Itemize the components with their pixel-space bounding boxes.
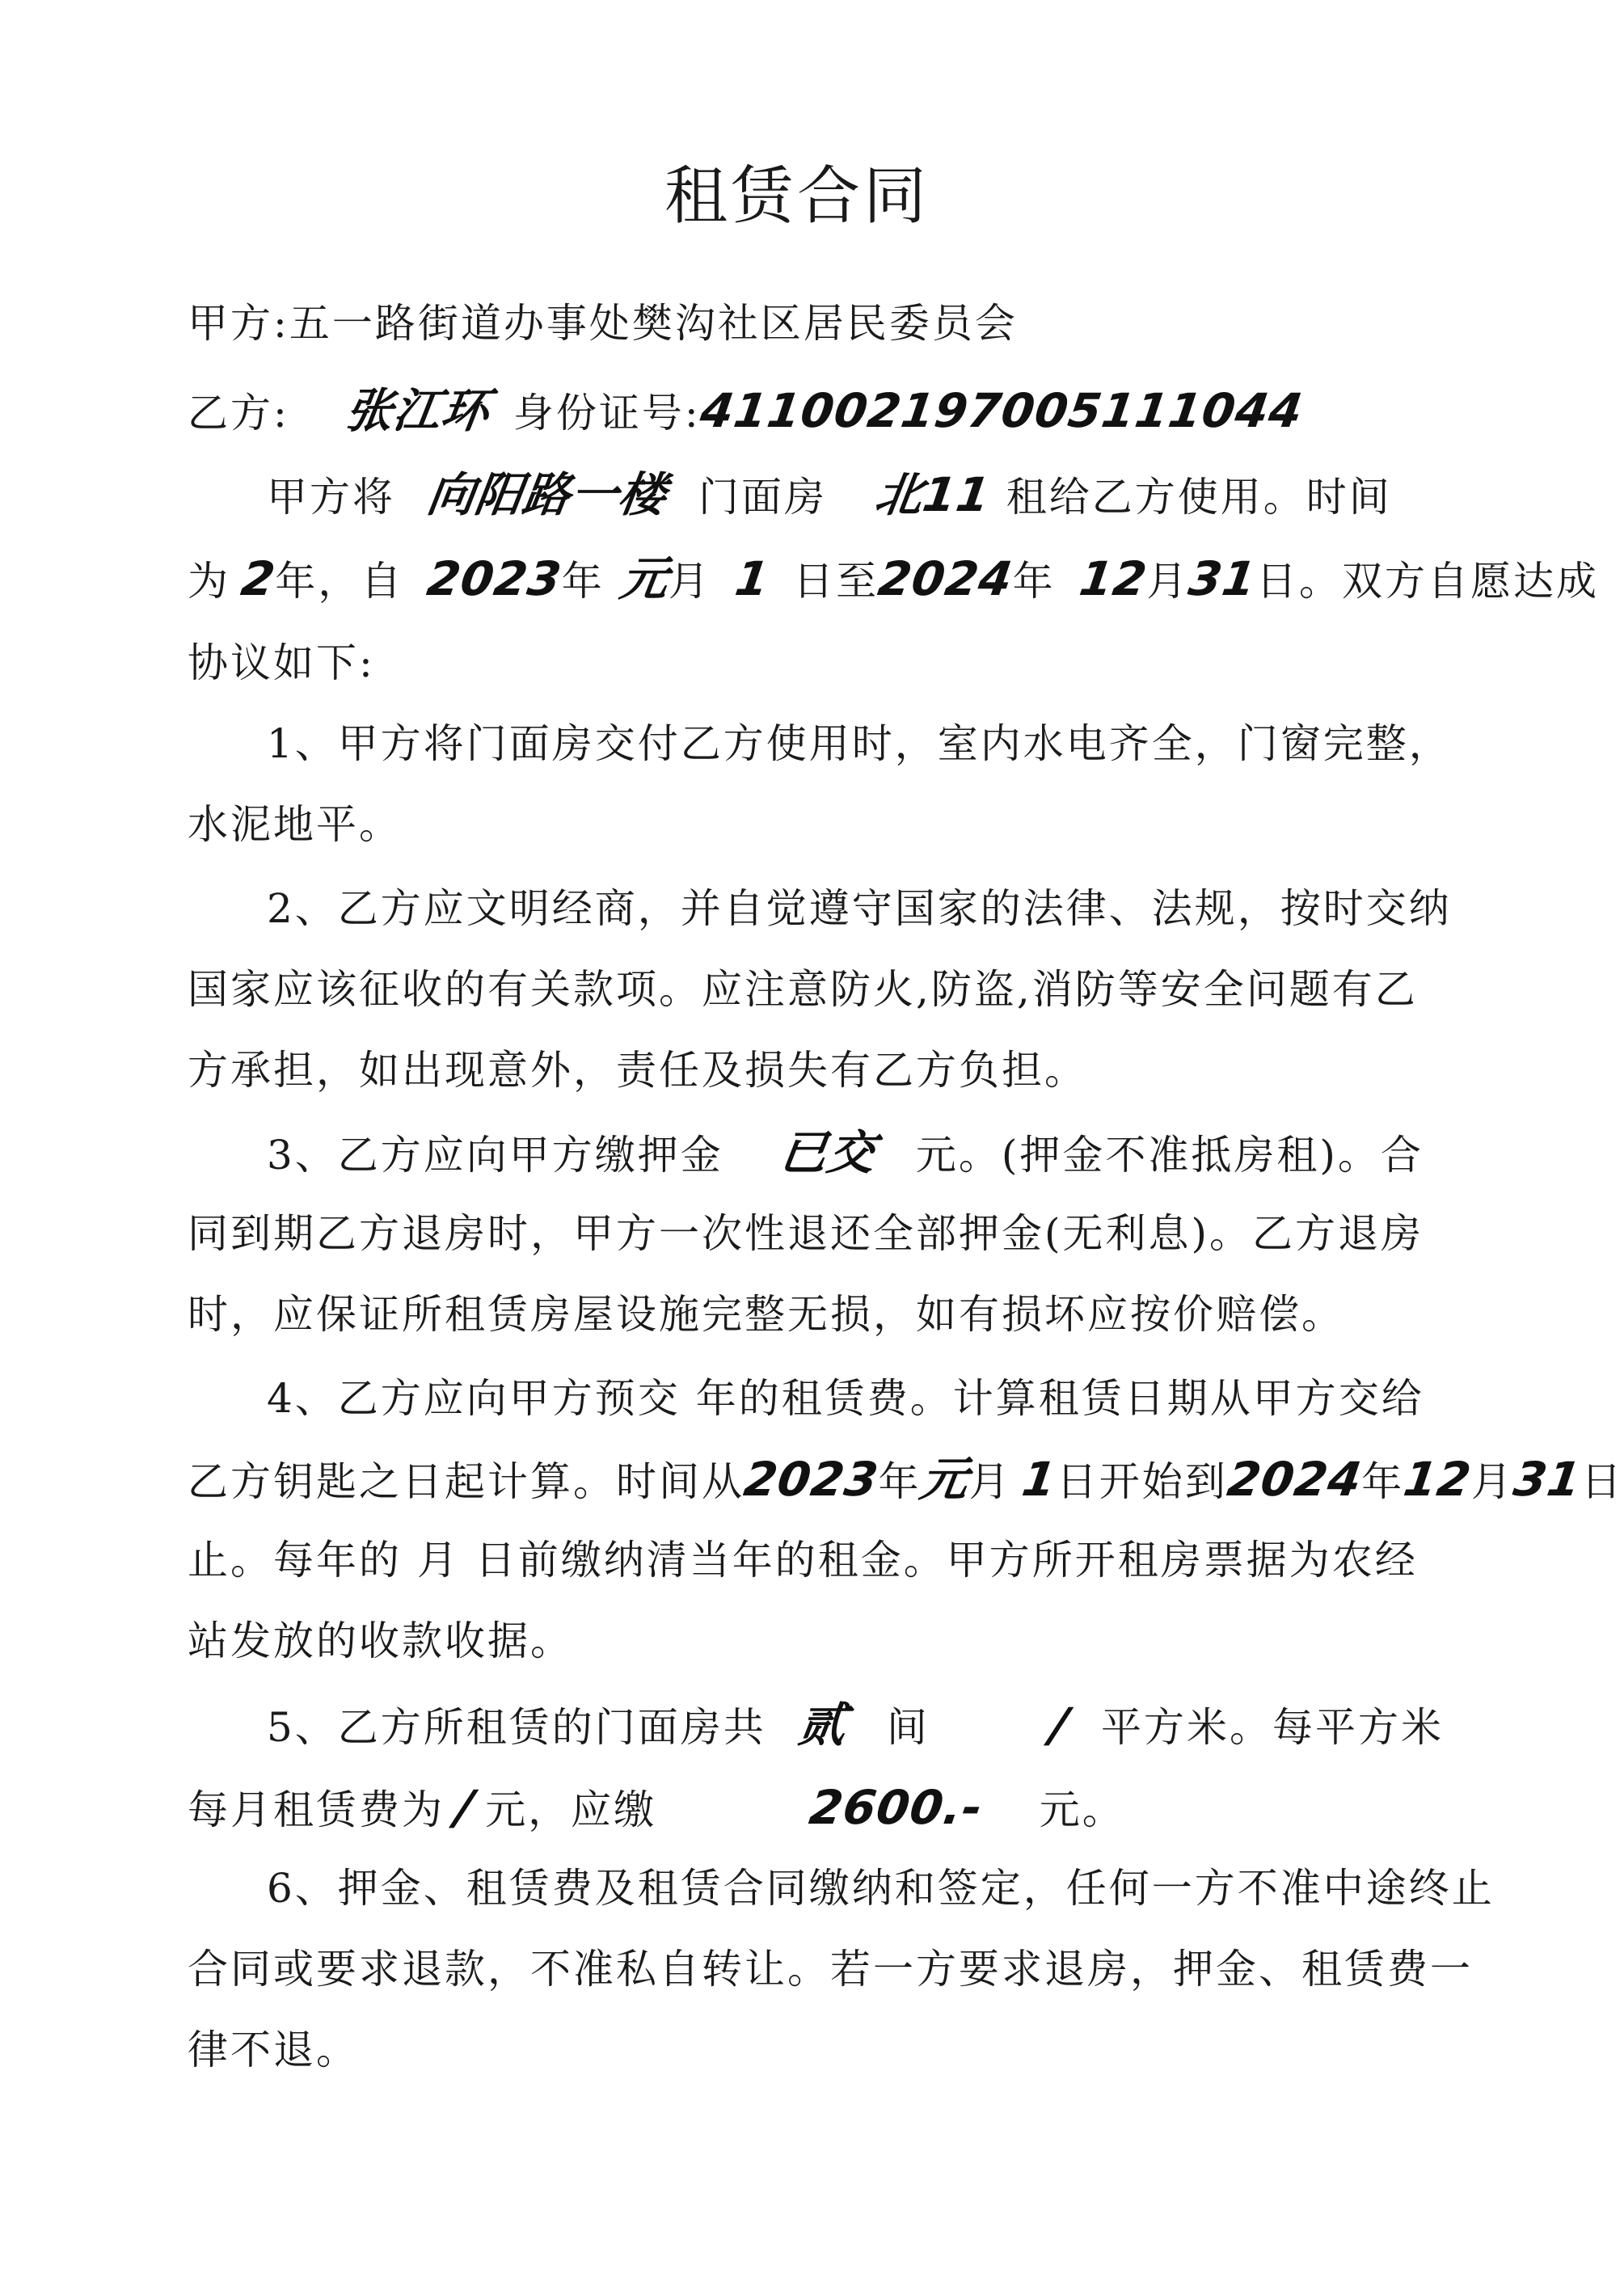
clause-2-line-3: 方承担，如出现意外，责任及损失有乙方负担。 [188, 1047, 1087, 1094]
party-a-line [188, 299, 1432, 348]
total-rent: 2600.- [806, 1780, 987, 1835]
clause-4-text: 月 [968, 1458, 1012, 1505]
clause-3-line-3: 时，应保证所租赁房屋设施完整无损，如有损坏应按价赔偿。 [188, 1291, 1344, 1338]
deposit-value: 已交 [776, 1125, 879, 1180]
clause-5-line-2 [188, 1780, 1432, 1835]
intro-text: 协议如下: [188, 639, 375, 686]
period-start-month: 元 [917, 1452, 973, 1507]
unit-number: 北11 [871, 467, 994, 522]
end-day: 31 [1185, 551, 1260, 606]
clause-6-line-1: 6、押金、租赁费及租赁合同缴纳和签定，任何一方不准中途终止 [267, 1865, 1495, 1912]
clause-4-text: 年 [878, 1458, 922, 1505]
party-b-line [188, 383, 1432, 438]
clause-4-line-2 [188, 1452, 1624, 1507]
clause-4-text: 日 [1580, 1458, 1624, 1505]
clause-6-line-2: 合同或要求退款，不准私自转让。若一方要求退房，押金、租赁费一 [188, 1946, 1473, 1993]
clause-3-line-1 [267, 1125, 1512, 1180]
period-start-day: 1 [1019, 1452, 1061, 1507]
clause-5-text: 间 [886, 1704, 930, 1751]
party-a-label: 甲方: [188, 300, 289, 347]
end-year: 2024 [875, 551, 1017, 606]
party-b-label: 乙方: [188, 390, 289, 437]
clause-5-text: 每月租赁费为 [188, 1786, 445, 1833]
document-title: 租赁合同 [664, 160, 930, 233]
intro-text: 门面房 [698, 474, 828, 521]
period-end-year: 2024 [1224, 1452, 1366, 1507]
clause-4-text: 月 [1470, 1458, 1514, 1505]
intro-text: 年 [561, 558, 605, 605]
intro-text: 月 [1146, 558, 1190, 605]
id-number: 411002197005111044 [696, 383, 1306, 438]
area-value: / [1047, 1698, 1073, 1752]
clause-5-line-1 [267, 1698, 1512, 1752]
intro-text: 为 [188, 558, 230, 605]
intro-text: 日至 [793, 558, 879, 605]
intro-text: 年，自 [275, 558, 404, 605]
intro-text: 月 [668, 558, 711, 605]
period-end-day: 31 [1510, 1452, 1585, 1507]
clause-4-line-4: 站发放的收款收据。 [188, 1617, 573, 1664]
clause-5-text: 元。 [1039, 1786, 1125, 1833]
party-a-value: 五一路街道办事处樊沟社区居民委员会 [289, 300, 1018, 347]
clause-4-text: 年 [1361, 1458, 1405, 1505]
unit-price: / [452, 1780, 478, 1835]
clause-5-text: 平方米。每平方米 [1101, 1704, 1445, 1751]
start-year: 2023 [424, 551, 566, 606]
clause-2-line-2: 国家应该征收的有关款项。应注意防火,防盗,消防等安全问题有乙 [188, 966, 1418, 1013]
clause-3-text: 元。(押金不准抵房租)。合 [915, 1132, 1424, 1179]
clause-6-line-3: 律不退。 [188, 2027, 359, 2073]
id-label: 身份证号: [513, 390, 701, 437]
clause-4-text: 日开始到 [1056, 1458, 1228, 1505]
lease-years: 2 [238, 551, 280, 606]
intro-line-2 [188, 551, 1600, 606]
intro-text: 租给乙方使用。时间 [1006, 474, 1392, 521]
intro-text: 年 [1012, 558, 1056, 605]
party-b-name: 张江环 [342, 383, 493, 438]
clause-3-line-2: 同到期乙方退房时，甲方一次性退还全部押金(无利息)。乙方退房 [188, 1210, 1424, 1257]
clause-4-line-1: 4、乙方应向甲方预交 年的租赁费。计算租赁日期从甲方交给 [267, 1375, 1424, 1422]
clause-3-text: 3、乙方应向甲方缴押金 [267, 1132, 723, 1179]
clause-2-line-1: 2、乙方应文明经商，并自觉遵守国家的法律、法规，按时交纳 [267, 885, 1452, 932]
clause-5-text: 元，应缴 [485, 1786, 657, 1833]
intro-line-3 [188, 639, 1432, 687]
start-day: 1 [732, 551, 773, 606]
end-month: 12 [1075, 551, 1151, 606]
clause-4-line-3: 止。每年的 月 日前缴纳清当年的租金。甲方所开租房票据为农经 [188, 1537, 1418, 1584]
intro-text: 甲方将 [267, 474, 395, 521]
intro-line-1 [267, 467, 1512, 522]
clause-4-text: 乙方钥匙之日起计算。时间从 [188, 1458, 745, 1505]
start-month: 元 [617, 551, 673, 606]
period-start-year: 2023 [740, 1452, 883, 1507]
clause-1-line-1: 1、甲方将门面房交付乙方使用时，室内水电齐全，门窗完整， [267, 720, 1452, 767]
intro-text: 日。双方自愿达成 [1256, 558, 1600, 605]
period-end-month: 12 [1400, 1452, 1475, 1507]
clause-1-line-2: 水泥地平。 [188, 801, 402, 848]
location: 向阳路一楼 [424, 467, 670, 522]
room-count: 贰 [795, 1698, 850, 1752]
clause-5-text: 5、乙方所租赁的门面房共 [267, 1704, 766, 1751]
